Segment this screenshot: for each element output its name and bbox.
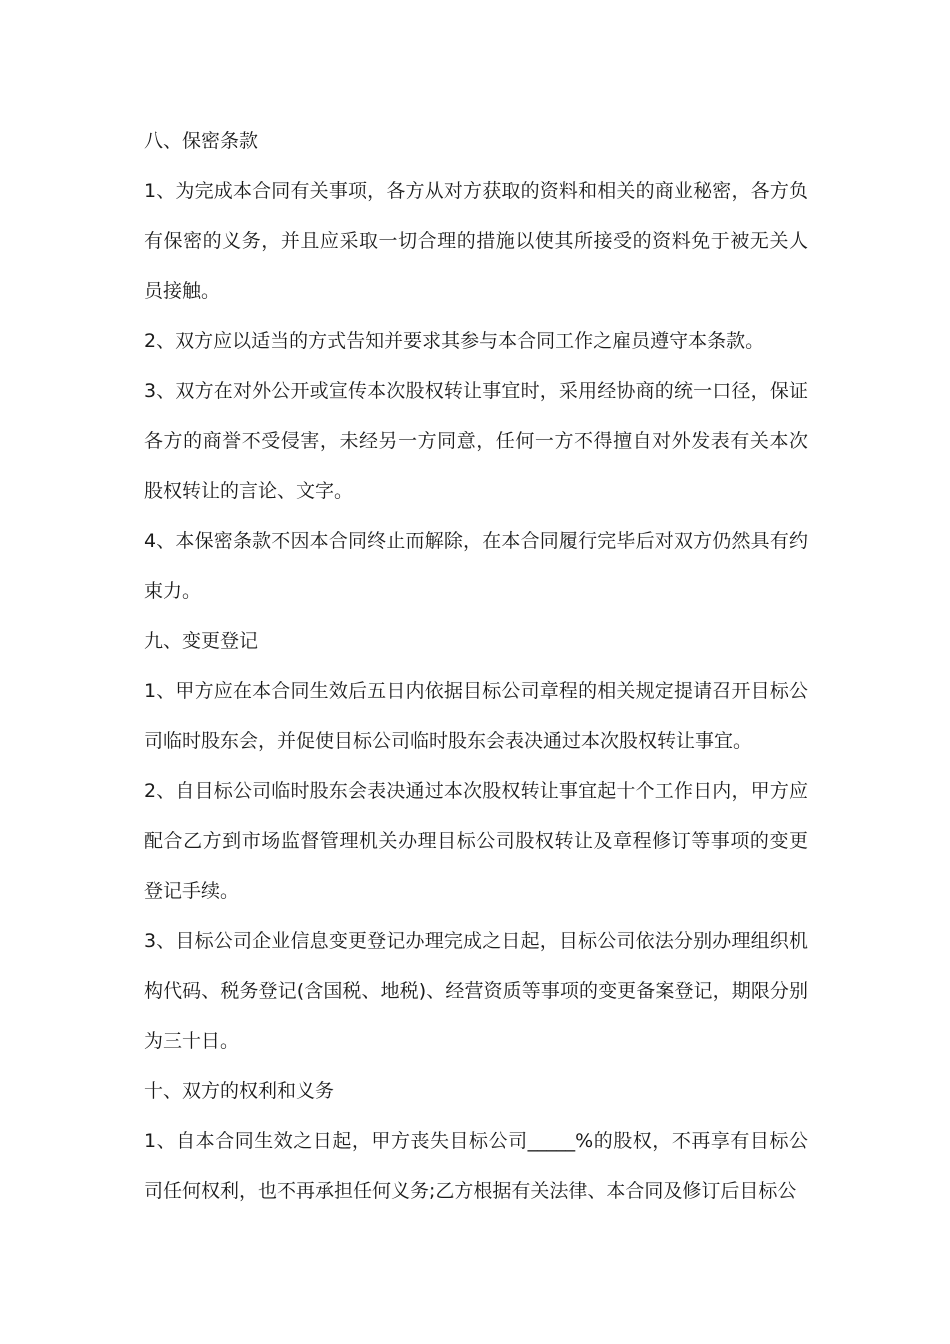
clause-8-1: 1、为完成本合同有关事项，各方从对方获取的资料和相关的商业秘密，各方负有保密的义务，并且应采取一切合理的措施以使其所接受的资料免于被无关人员接触。: [144, 180, 808, 302]
document-body: [144, 116, 808, 1216]
clause-8-3: 3、双方在对外公开或宣传本次股权转让事宜时，采用经协商的统一口径，保证各方的商誉不受侵害，未经另一方同意，任何一方不得擅自对外发表有关本次股权转让的言论、文字。: [144, 380, 808, 502]
clause-9-3: 3、目标公司企业信息变更登记办理完成之日起，目标公司依法分别办理组织机构代码、税务登记(含国税、地税)、经营资质等事项的变更备案登记，期限分别为三十日。: [144, 930, 808, 1052]
clause-9-2: 2、自目标公司临时股东会表决通过本次股权转让事宜起十个工作日内，甲方应配合乙方到市场监督管理机关办理目标公司股权转让及章程修订等事项的变更登记手续。: [144, 780, 808, 902]
clause-9-1: 1、甲方应在本合同生效后五日内依据目标公司章程的相关规定提请召开目标公司临时股东会，并促使目标公司临时股东会表决通过本次股权转让事宜。: [144, 680, 808, 752]
section-heading-rights-obligations: 十、双方的权利和义务: [144, 1080, 335, 1102]
section-heading-confidentiality: 八、保密条款: [144, 130, 259, 152]
clause-8-4: 4、本保密条款不因本合同终止而解除，在本合同履行完毕后对双方仍然具有约束力。: [144, 530, 808, 602]
clause-10-1: 1、自本合同生效之日起，甲方丧失目标公司_____%的股权，不再享有目标公司任何权利，也不再承担任何义务;乙方根据有关法律、本合同及修订后目标公: [144, 1130, 808, 1202]
clause-8-2: 2、双方应以适当的方式告知并要求其参与本合同工作之雇员遵守本条款。: [144, 330, 765, 352]
section-heading-registration: 九、变更登记: [144, 630, 259, 652]
